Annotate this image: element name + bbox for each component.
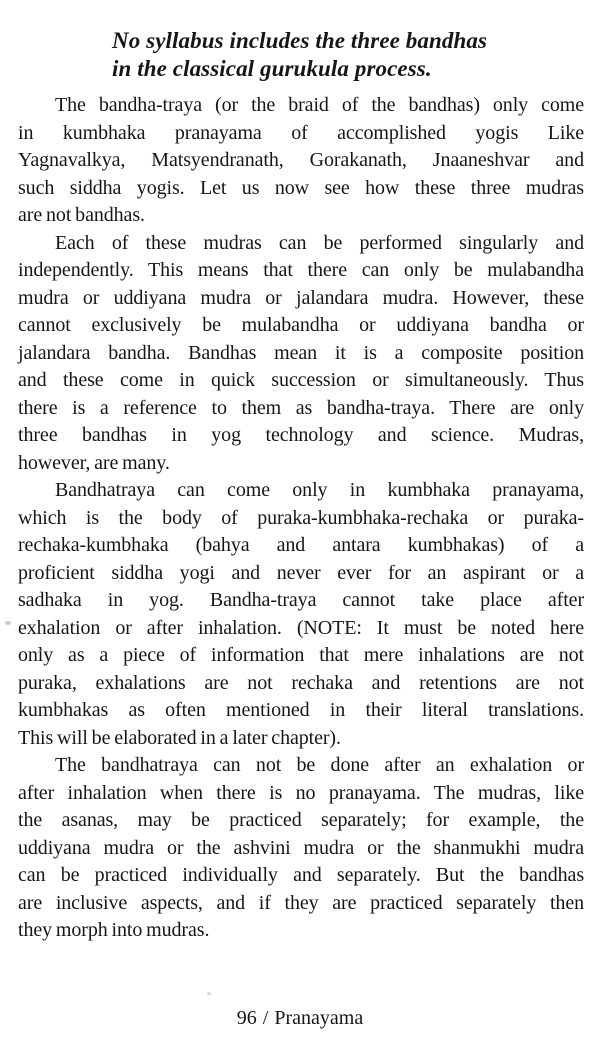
text-line: which is the body of puraka-kumbhaka-rechaka or puraka-	[18, 506, 584, 529]
body-text	[18, 92, 584, 945]
scan-speckle	[5, 621, 11, 625]
paragraph-1	[18, 92, 584, 230]
text-line: only as a piece of information that mere inhalations are not	[18, 644, 584, 666]
paragraph-4	[18, 752, 584, 945]
text-line: there is a reference to them as bandha-traya. There are only	[18, 396, 584, 419]
text-line: jalandara bandha. Bandhas mean it is a composite position	[18, 341, 584, 364]
text-line: proficient siddha yogi and never ever for an aspirant or a	[18, 561, 584, 584]
scan-speckle	[207, 991, 212, 995]
text-line: Bandhatraya can come only in kumbhaka pranayama,	[55, 479, 584, 501]
text-line: and these come in quick succession or simultaneously. Thus	[18, 369, 584, 391]
text-line: however, are many.	[18, 451, 170, 474]
scan-speckle	[545, 765, 548, 768]
text-line: This will be elaborated in a later chapter).	[18, 726, 341, 749]
text-line: kumbhakas as often mentioned in their literal translations.	[18, 699, 584, 721]
text-line: Each of these mudras can be performed singularly and	[55, 231, 584, 254]
text-line: the asanas, may be practiced separately; for example, the	[18, 809, 584, 831]
text-line: Yagnavalkya, Matsyendranath, Gorakanath, Jnaaneshvar and	[18, 149, 584, 171]
text-line: are inclusive aspects, and if they are practiced separately then	[18, 891, 584, 914]
text-line: mudra or uddiyana mudra or jalandara mudra. However, these	[18, 286, 584, 309]
text-line: can be practiced individually and separately. But the bandhas	[18, 864, 584, 886]
paragraph-2	[18, 230, 584, 478]
heading-line-2: in the classical gurukula process.	[112, 56, 432, 81]
text-line: exhalation or after inhalation. (NOTE: It must be noted here	[18, 616, 584, 639]
text-line: they morph into mudras.	[18, 919, 210, 941]
text-line: rechaka-kumbhaka (bahya and antara kumbhakas) of a	[18, 534, 584, 556]
text-line: such siddha yogis. Let us now see how these three mudras	[18, 176, 584, 199]
text-line: The bandha-traya (or the braid of the bandhas) only come	[55, 94, 584, 116]
text-line: uddiyana mudra or the ashvini mudra or the shanmukhi mudra	[18, 836, 584, 859]
footer-text: 96 / Pranayama	[236, 1007, 364, 1029]
text-line: in kumbhaka pranayama of accomplished yogis Like	[18, 121, 584, 144]
text-line: three bandhas in yog technology and science. Mudras,	[18, 424, 584, 446]
page-footer	[0, 1007, 600, 1030]
paragraph-3	[18, 477, 584, 752]
text-line: sadhaka in yog. Bandha-traya cannot take place after	[18, 589, 584, 611]
text-line: independently. This means that there can only be mulabandha	[18, 259, 584, 281]
heading-line-1: No syllabus includes the three bandhas	[112, 28, 488, 53]
text-line: cannot exclusively be mulabandha or uddiyana bandha or	[18, 314, 584, 336]
text-line: after inhalation when there is no pranayama. The mudras, like	[18, 781, 584, 804]
text-line: puraka, exhalations are not rechaka and retentions are not	[18, 671, 584, 694]
section-heading	[112, 27, 580, 83]
text-line: are not bandhas.	[18, 204, 145, 226]
text-line: The bandhatraya can not be done after an exhalation or	[55, 754, 584, 776]
